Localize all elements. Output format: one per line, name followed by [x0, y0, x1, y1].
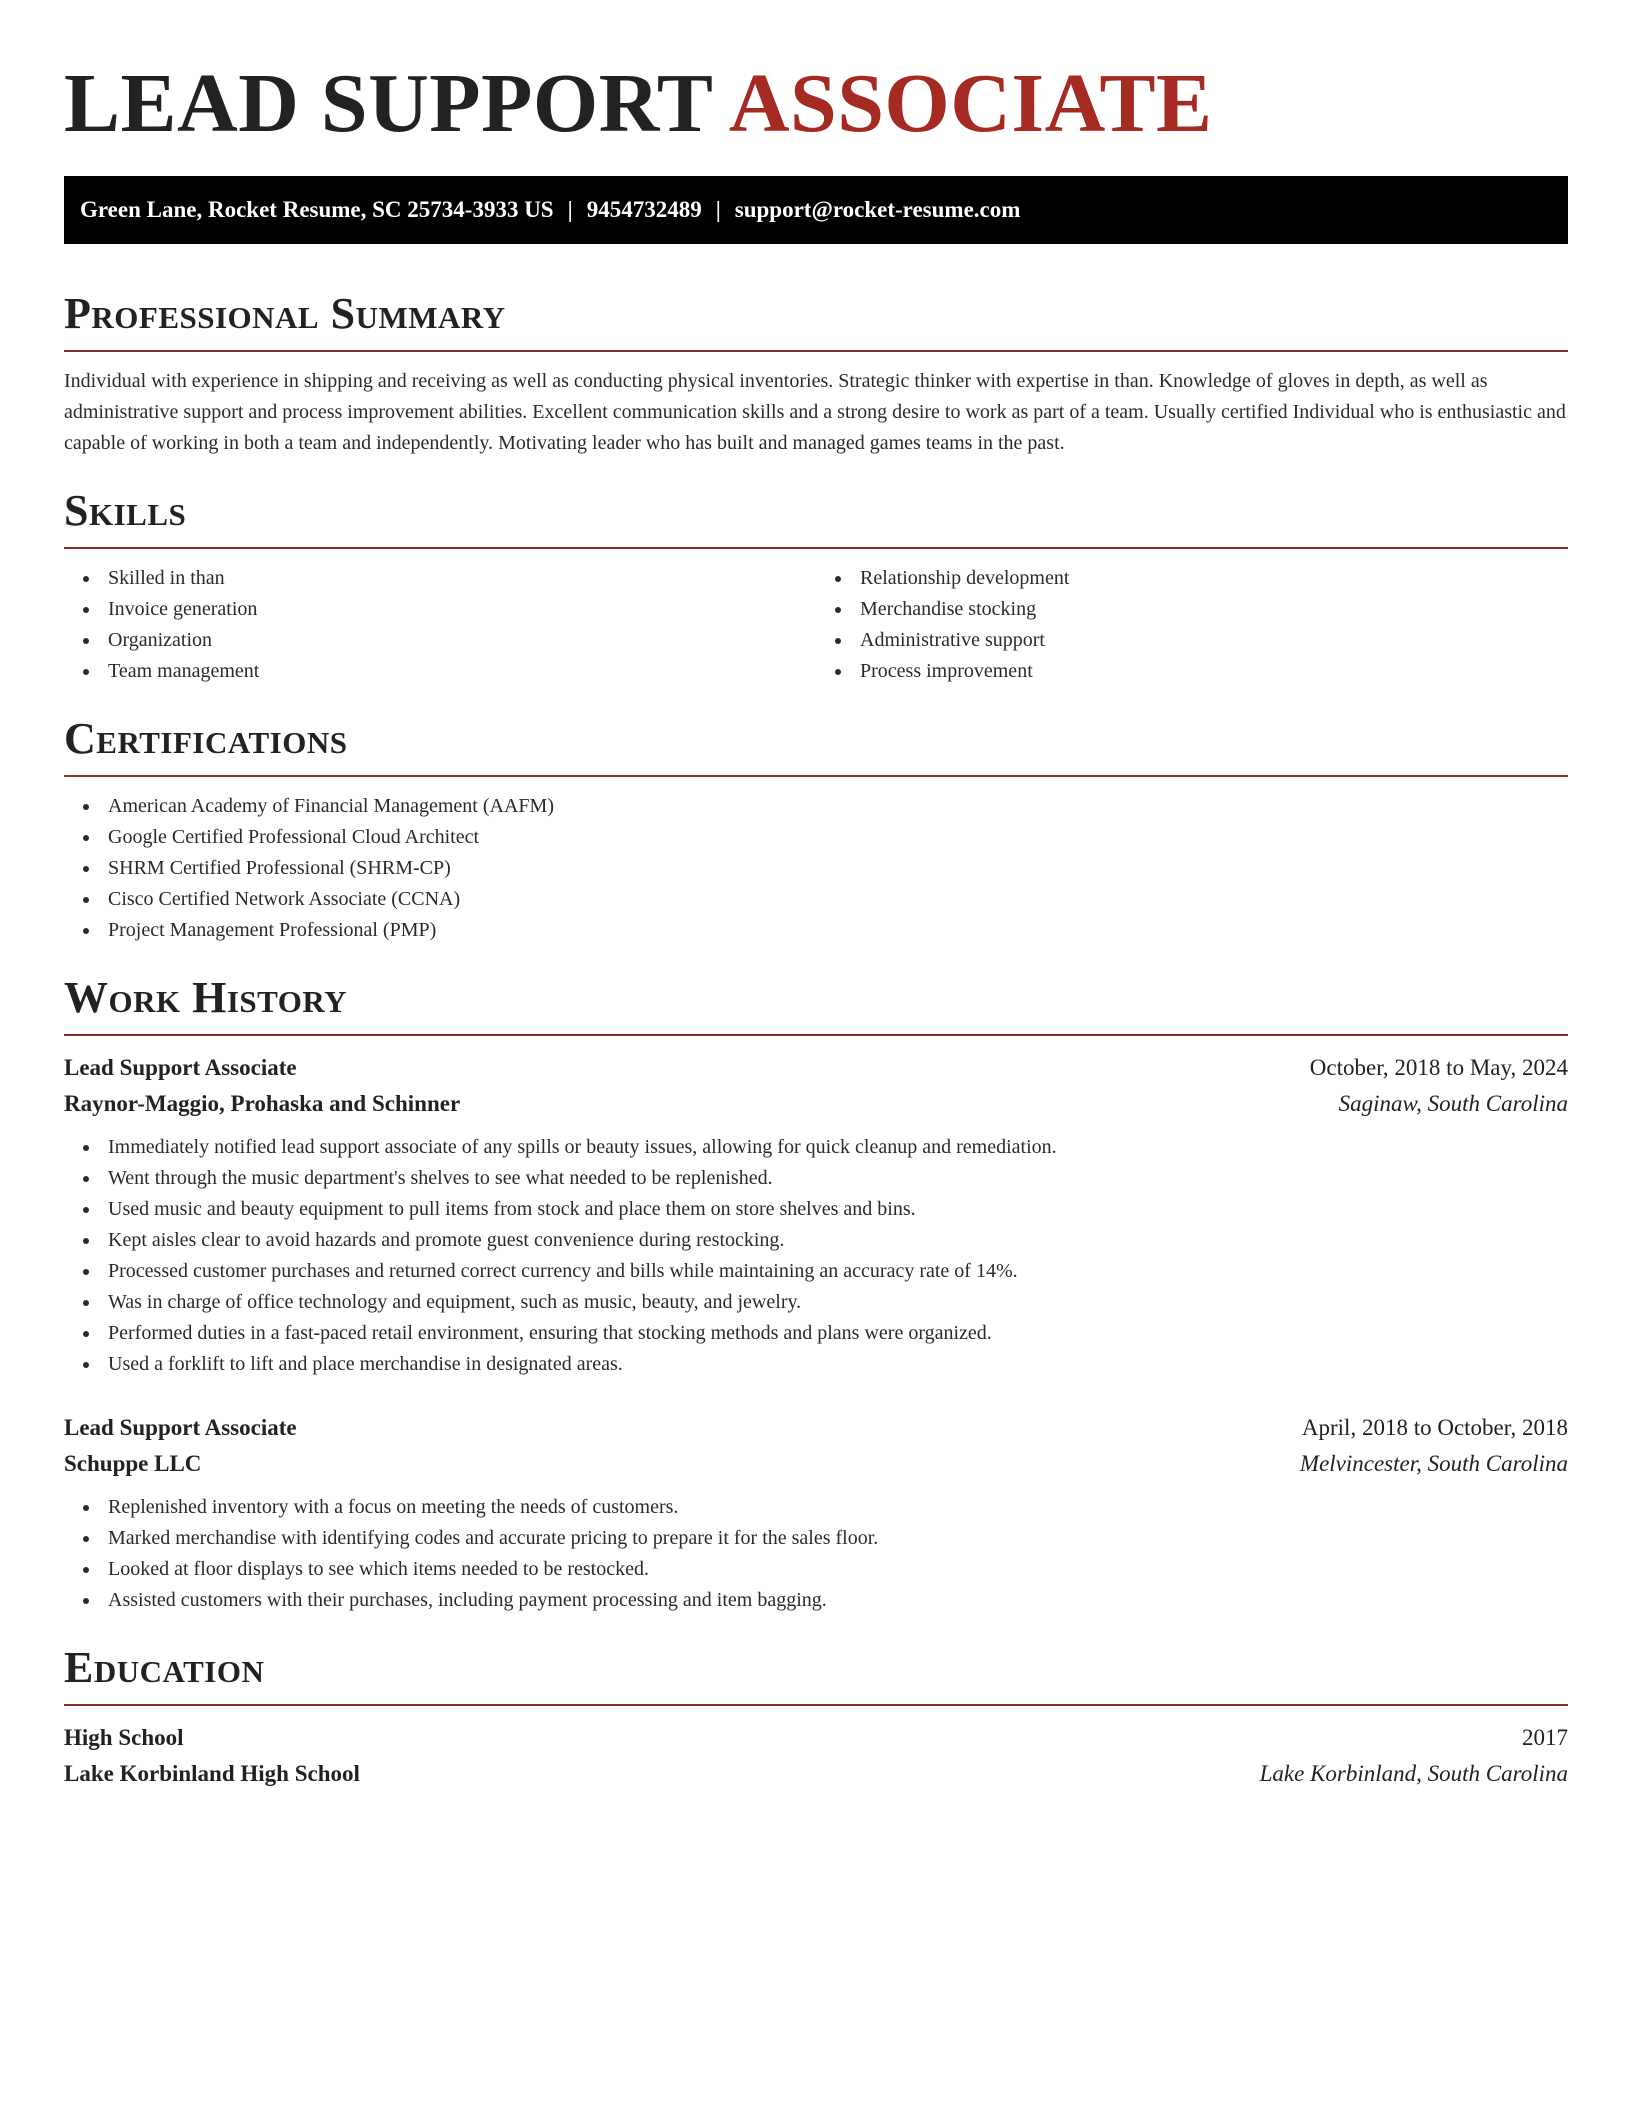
- job-duty: Went through the music department's shelves to see what needed to be replenished.: [108, 1163, 1568, 1194]
- job-role: Lead Support Associate: [64, 1415, 297, 1440]
- job-company-row: [64, 1086, 1568, 1122]
- education-header-row: [64, 1720, 1568, 1756]
- job-location: Saginaw, South Carolina: [1338, 1091, 1568, 1116]
- skills-list-left: [64, 563, 816, 687]
- summary-text: Individual with experience in shipping and receiving as well as conducting physical inventories. Strategic thinker with expertise in than. Knowledge of gloves in depth, as well as administrative support and process improvement abilities. Excellent communication skills and a strong desire to work as part of a team. Usually certified Individual who is enthusiastic and capable of working in both a team and independently. Motivating leader who has built and managed games teams in the past.: [64, 370, 1566, 454]
- certification-item: Project Management Professional (PMP): [108, 915, 1568, 946]
- education-section: [64, 1642, 1568, 1792]
- summary-section: [64, 288, 1568, 459]
- section-divider: [64, 775, 1568, 777]
- skill-item: Administrative support: [860, 625, 1568, 656]
- certification-item: Google Certified Professional Cloud Architect: [108, 822, 1568, 853]
- work-history-section: [64, 972, 1568, 1616]
- education-school: Lake Korbinland High School: [64, 1761, 360, 1786]
- job-dates: October, 2018 to May, 2024: [1309, 1055, 1568, 1080]
- job-duty: Processed customer purchases and returned correct currency and bills while maintaining an accuracy rate of 14%.: [108, 1256, 1568, 1287]
- section-divider: [64, 1704, 1568, 1706]
- job-duty: Used a forklift to lift and place merchandise in designated areas.: [108, 1349, 1568, 1380]
- job-duties-list: [64, 1132, 1568, 1380]
- contact-bar: [64, 176, 1568, 244]
- section-divider: [64, 350, 1568, 352]
- job-entry: [64, 1050, 1568, 1380]
- skills-grid: [64, 563, 1568, 687]
- certification-item: SHRM Certified Professional (SHRM-CP): [108, 853, 1568, 884]
- education-school-row: [64, 1756, 1568, 1792]
- education-entry: [64, 1720, 1568, 1792]
- section-title-education: Education: [64, 1643, 265, 1692]
- skill-item: Organization: [108, 625, 816, 656]
- contact-email: support@rocket-resume.com: [734, 197, 1021, 222]
- skills-section: [64, 485, 1568, 687]
- job-duties-list: [64, 1492, 1568, 1616]
- job-duty: Was in charge of office technology and equipment, such as music, beauty, and jewelry.: [108, 1287, 1568, 1318]
- skills-column-left: [64, 563, 816, 687]
- job-duty: Marked merchandise with identifying codes and accurate pricing to prepare it for the sales floor.: [108, 1523, 1568, 1554]
- skill-item: Skilled in than: [108, 563, 816, 594]
- skills-list-right: [816, 563, 1568, 687]
- job-duty: Performed duties in a fast-paced retail environment, ensuring that stocking methods and plans were organized.: [108, 1318, 1568, 1349]
- job-entry: [64, 1410, 1568, 1616]
- section-divider: [64, 547, 1568, 549]
- skill-item: Merchandise stocking: [860, 594, 1568, 625]
- education-year: 2017: [1522, 1725, 1568, 1750]
- name-main: LEAD SUPPORT: [64, 57, 712, 150]
- job-location: Melvincester, South Carolina: [1299, 1451, 1568, 1476]
- job-dates: April, 2018 to October, 2018: [1301, 1415, 1568, 1440]
- job-role: Lead Support Associate: [64, 1055, 297, 1080]
- candidate-name: [64, 56, 1568, 152]
- contact-separator: |: [715, 197, 721, 222]
- skill-item: Team management: [108, 656, 816, 687]
- contact-address: Green Lane, Rocket Resume, SC 25734-3933 US: [80, 197, 554, 222]
- contact-phone: 9454732489: [586, 197, 702, 222]
- job-company-row: [64, 1446, 1568, 1482]
- education-degree: High School: [64, 1725, 184, 1750]
- job-duty: Kept aisles clear to avoid hazards and promote guest convenience during restocking.: [108, 1225, 1568, 1256]
- certification-item: Cisco Certified Network Associate (CCNA): [108, 884, 1568, 915]
- job-duty: Immediately notified lead support associate of any spills or beauty issues, allowing for quick cleanup and remediation.: [108, 1132, 1568, 1163]
- section-title-certifications: Certifications: [64, 714, 348, 763]
- certifications-section: [64, 713, 1568, 946]
- skill-item: Invoice generation: [108, 594, 816, 625]
- job-header-row: [64, 1410, 1568, 1446]
- education-location: Lake Korbinland, South Carolina: [1259, 1761, 1568, 1786]
- section-divider: [64, 1034, 1568, 1036]
- section-title-summary: Professional Summary: [64, 289, 506, 338]
- name-accent: ASSOCIATE: [728, 57, 1213, 150]
- skill-item: Relationship development: [860, 563, 1568, 594]
- skills-column-right: [816, 563, 1568, 687]
- section-title-skills: Skills: [64, 486, 187, 535]
- job-header-row: [64, 1050, 1568, 1086]
- certifications-list: [64, 791, 1568, 946]
- job-company: Raynor-Maggio, Prohaska and Schinner: [64, 1091, 461, 1116]
- job-duty: Looked at floor displays to see which items needed to be restocked.: [108, 1554, 1568, 1585]
- contact-separator: |: [567, 197, 573, 222]
- job-company: Schuppe LLC: [64, 1451, 202, 1476]
- job-duty: Replenished inventory with a focus on meeting the needs of customers.: [108, 1492, 1568, 1523]
- job-duty: Used music and beauty equipment to pull items from stock and place them on store shelves and bins.: [108, 1194, 1568, 1225]
- section-title-work-history: Work History: [64, 973, 348, 1022]
- certification-item: American Academy of Financial Management (AAFM): [108, 791, 1568, 822]
- job-duty: Assisted customers with their purchases, including payment processing and item bagging.: [108, 1585, 1568, 1616]
- skill-item: Process improvement: [860, 656, 1568, 687]
